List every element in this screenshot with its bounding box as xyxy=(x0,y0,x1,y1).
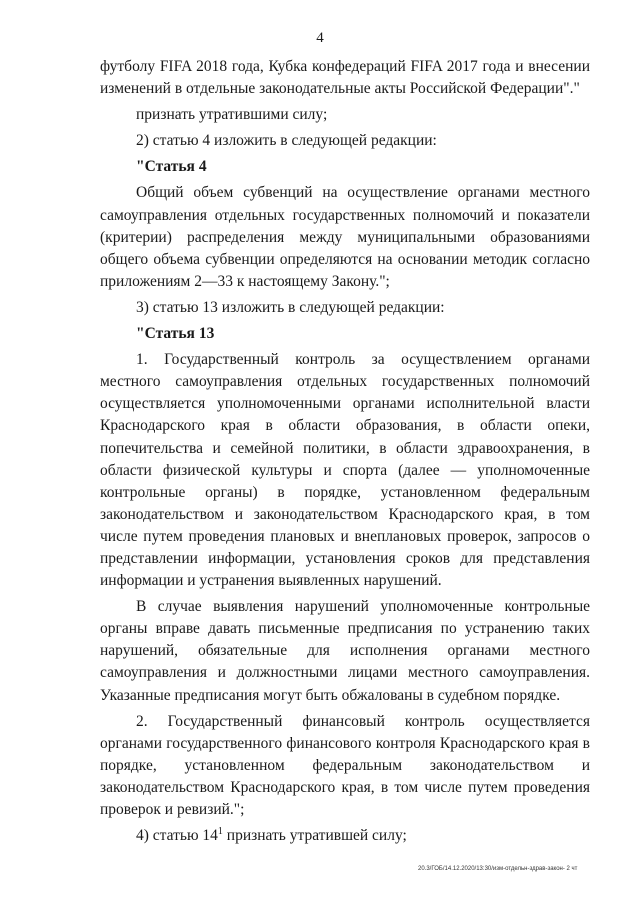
article-13-part-1: 1. Государственный контроль за осуществлением органами местного самоуправления отдельных государственных полномочий осуществляется уполномоченными органами исполнительной власти Краснодарского края в области образования, в области опеки, попечительства и семейной политики, в области здравоохранения, в области физической культуры и спорта (далее — уполномоченные контрольные органы) в порядке, установленном федеральным законодательством и законодательством Краснодарского края, в том числе путем проведения плановых и внеплановых проверок, запросов о представлении информации, установления сроков для представления информации и устранения выявленных нарушений. xyxy=(100,351,590,590)
article-13-part-1-violations: В случае выявления нарушений уполномоченные контрольные органы вправе давать письменные предписания по устранению таких нарушений, обязательные для исполнения органами местного самоуправления и должностными лицами местного самоуправления. Указанные предписания могут быть обжалованы в судебном порядке. xyxy=(100,598,590,704)
document-footer-code: 20.3/ГОБ/14.12.2020/13:30/изм-отдельн-здрав-закон- 2 чт xyxy=(418,866,578,872)
article-4-heading: "Статья 4 xyxy=(136,158,207,176)
paragraph-declare-invalid: признать утратившими силу; xyxy=(136,106,328,124)
paragraph-item-4 xyxy=(100,825,590,847)
item-4-text-start: 4) статью 14 xyxy=(136,827,218,845)
article-4-text: Общий объем субвенций на осуществление органами местного самоуправления отдельных государственных полномочий и показатели (критерии) распределения между муниципальными образованиями общего объема субвенции определяются на основании методик согласно приложениям 2—33 к настоящему Закону."; xyxy=(100,184,590,290)
paragraph-item-2: 2) статью 4 изложить в следующей редакции: xyxy=(136,132,437,150)
article-13-heading: "Статья 13 xyxy=(136,325,215,343)
document-body xyxy=(100,56,590,847)
page-number: 4 xyxy=(316,30,324,46)
item-4-superscript: 1 xyxy=(217,825,223,837)
paragraph-law-title-continuation: футболу FIFA 2018 года, Кубка конфедераций FIFA 2017 года и внесении изменений в отдельные законодательные акты Российской Федерации"." xyxy=(100,58,590,98)
article-13-part-2: 2. Государственный финансовый контроль осуществляется органами государственного финансового контроля Краснодарского края в порядке, установленном федеральным законодательством и законодательством Краснодарского края, в том числе путем проведения проверок и ревизий."; xyxy=(100,712,590,818)
item-4-text-end: признать утратившей силу; xyxy=(222,827,407,845)
paragraph-item-3: 3) статью 13 изложить в следующей редакции: xyxy=(136,298,445,316)
